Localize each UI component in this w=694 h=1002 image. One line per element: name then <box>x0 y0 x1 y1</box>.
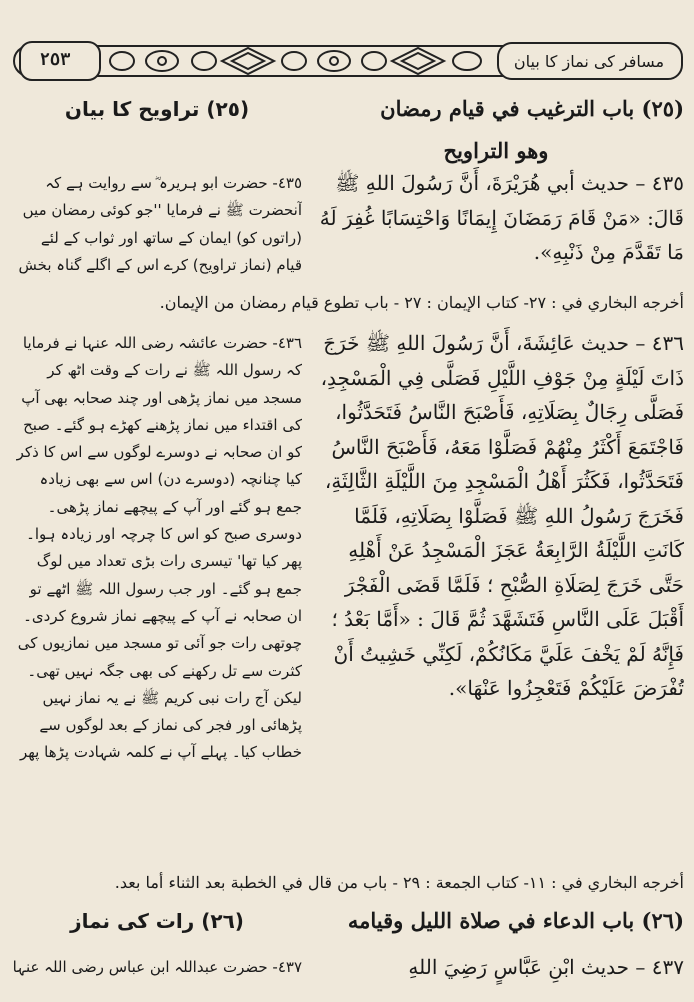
section-25-arabic-title: (٢٥) باب الترغيب في قيام رمضان <box>380 96 684 121</box>
page-number: ٢٥٣ <box>39 50 71 70</box>
section-25-urdu-title: (٢٥) تراویح کا بیان <box>64 97 250 121</box>
hadith-436-urdu: ٤٣٦- حضرت عائشہ رضی اللہ عنہا نے فرمایا کہ رسول اللہ ﷺ نے رات کے وقت اٹھ کر مسجد میں نماز پڑھی اور چند صحابہ بھی آپ کی اقتداء میں نماز پڑھنے کھڑے ہو گئے۔ صبح کو ان صحابہ نے دوسرے لوگوں سے اس کا ذکر کیا چنانچہ (دوسرے دن) اس سے بھی زیادہ جمع ہو گئے اور آپ کے پیچھے نماز پڑھی۔ دوسری صبح کو اس کا چرچہ اور زیادہ ہوا۔ پھر کیا تھا' تیسری رات بڑی تعداد میں لوگ جمع ہو گئے۔ اور جب رسول اللہ ﷺ اٹھے تو ان صحابہ نے آپ کے پیچھے نماز شروع کردی۔ چوتھی رات جو آئی تو مسجد میں نمازیوں کی کثرت سے تل رکھنے کی بھی جگہ نہیں تھی۔ لیکن آج رات نبی کریم ﷺ نے یہ نماز نہیں پڑھائی اور فجر کی نماز کے بعد لوگوں سے خطاب کیا۔ پہلے آپ نے کلمہ شہادت پڑھا پھر <box>16 334 302 762</box>
hadith-435-arabic: ٤٣٥ – حديث أبي هُرَيْرَةَ، أَنَّ رَسُولَ اللهِ ﷺ قَالَ: «مَنْ قَامَ رَمَضَانَ إِيمَانًا وَاحْتِسَابًا غُفِرَ لَهُ مَا تَقَدَّمَ مِنْ ذَنْبِهِ». <box>319 171 684 264</box>
hadith-435-reference: أخرجه البخاري في : ٢٧- كتاب الإيمان : ٢٧ - باب تطوع قيام رمضان من الإيمان. <box>159 293 684 312</box>
hadith-437-arabic: ٤٣٧ – حديث ابْنِ عَبَّاسٍ رَضِيَ اللهِ <box>408 955 684 979</box>
hadith-435-urdu: ٤٣٥- حضرت ابو ہریرہ ؓ سے روایت ہے کہ آنحضرت ﷺ نے فرمایا ''جو کوئی رمضان میں (راتوں کو) ایمان کے ساتھ اور ثواب کے لئے قیام (نماز تراویح) کرے اس کے اگلے گناہ بخش <box>18 174 302 274</box>
hadith-436-arabic: ٤٣٦ – حديث عَائِشَةَ، أَنَّ رَسُولَ اللهِ ﷺ خَرَجَ ذَاتَ لَيْلَةٍ مِنْ جَوْفِ اللَّيْلِ فَصَلَّى فِي الْمَسْجِدِ، فَصَلَّى رِجَالٌ بِصَلَاتِهِ، فَأَصْبَحَ النَّاسُ فَتَحَدَّثُوا، فَاجْتَمَعَ أَكْثَرُ مِنْهُمْ فَصَلَّوْا مَعَهُ، فَأَصْبَحَ النَّاسُ فَتَحَدَّثُوا، فَكَثُرَ أَهْلُ الْمَسْجِدِ مِنَ اللَّيْلَةِ الثَّالِثَةِ، فَخَرَجَ رَسُولُ اللهِ ﷺ فَصَلَّوْا بِصَلَاتِهِ، فَلَمَّا كَانَتِ اللَّيْلَةُ الرَّابِعَةُ عَجَزَ الْمَسْجِدُ عَنْ أَهْلِهِ حَتَّى خَرَجَ لِصَلَاةِ الصُّبْحِ ؛ فَلَمَّا قَضَى الْفَجْرَ أَقْبَلَ عَلَى النَّاسِ فَتَشَهَّدَ ثُمَّ قَالَ : «أَمَّا بَعْدُ ؛ فَإِنَّهُ لَمْ يَخْفَ عَلَيَّ مَكَانُكُمْ، لَكِنِّي خَشِيتُ أَنْ تُفْرَضَ عَلَيْكُمْ فَتَعْجِزُوا عَنْهَا». <box>320 331 684 700</box>
hadith-437-urdu: ٤٣٧- حضرت عبداللہ ابن عباس رضی اللہ عنہا <box>12 958 302 976</box>
section-25-arabic-subtitle: وهو التراويح <box>443 138 549 163</box>
running-title: مسافر کی نماز کا بیان <box>513 52 665 71</box>
section-26-arabic-title: (٢٦) باب الدعاء في صلاة الليل وقيامه <box>347 908 684 933</box>
hadith-436-reference: أخرجه البخاري في : ١١- كتاب الجمعة : ٢٩ - باب من قال في الخطبة بعد الثناء أما بعد. <box>114 873 684 892</box>
section-26-urdu-title: (٢٦) رات کی نماز <box>70 909 244 933</box>
